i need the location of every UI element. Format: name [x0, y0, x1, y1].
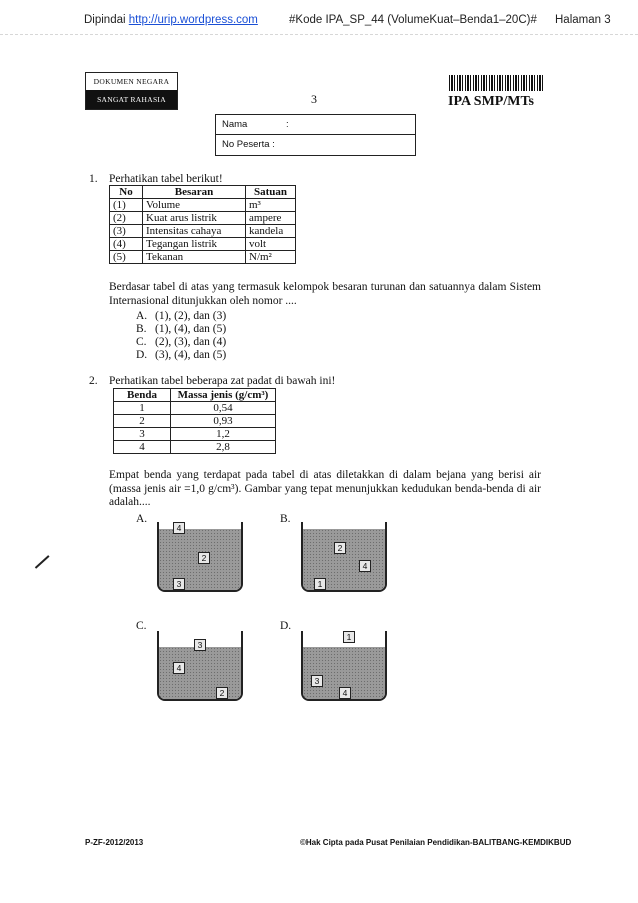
water: [159, 647, 241, 699]
table-row: [110, 225, 296, 238]
q1-option-c[interactable]: [136, 337, 226, 349]
q2-table-header: [114, 389, 276, 402]
table-row: [114, 402, 276, 415]
option-text: (3), (4), dan (5): [155, 349, 227, 361]
table-cell: 1: [114, 402, 171, 415]
beaker-a: [157, 522, 243, 592]
participant-label: No Peserta :: [222, 139, 275, 150]
table-cell: Volume: [143, 199, 246, 212]
option-letter: D.: [136, 349, 148, 361]
option-letter: B.: [136, 323, 147, 335]
q1-table: [109, 185, 296, 264]
figure-c-label[interactable]: C.: [136, 620, 147, 632]
option-text: (2), (3), dan (4): [155, 336, 227, 348]
barcode: [449, 75, 544, 91]
table-cell: 2,8: [171, 441, 276, 454]
q1-prompt: Perhatikan tabel berikut!: [109, 173, 223, 185]
participant-row: [216, 135, 415, 155]
block-b-upper: 2: [334, 542, 346, 554]
table-row: [114, 441, 276, 454]
block-a-top: 4: [173, 522, 185, 534]
scan-source: [84, 14, 258, 26]
name-label: Nama: [222, 119, 248, 130]
q1-th-satuan: Satuan: [246, 186, 296, 199]
table-cell: kandela: [246, 225, 296, 238]
table-cell: 2: [114, 415, 171, 428]
q2-question: Empat benda yang terdapat pada tabel di atas diletakkan di dalam bejana yang berisi air (massa jenis air =1,0 g/cm³). Gambar yang tepat menunjukkan kedudukan benda-benda di air adalah....: [109, 469, 541, 508]
block-c-bottom: 2: [216, 687, 228, 699]
table-cell: (1): [110, 199, 143, 212]
q1-number: 1.: [89, 173, 98, 185]
block-c-middle: 4: [173, 662, 185, 674]
subject-title: IPA SMP/MTs: [448, 94, 534, 109]
table-cell: Tekanan: [143, 251, 246, 264]
classification-bottom: SANGAT RAHASIA: [86, 90, 177, 109]
option-letter: A.: [136, 310, 148, 322]
table-cell: (2): [110, 212, 143, 225]
option-text: (1), (2), dan (3): [155, 310, 227, 322]
figure-d-label[interactable]: D.: [280, 620, 292, 632]
pen-mark: [35, 555, 49, 568]
q1-question: Berdasar tabel di atas yang termasuk kelompok besaran turunan dan satuannya dalam Sistem Internasional ditunjukkan oleh nomor ....: [109, 281, 541, 307]
block-b-middle: 4: [359, 560, 371, 572]
q2-number: 2.: [89, 375, 98, 387]
table-cell: (4): [110, 238, 143, 251]
table-row: [114, 428, 276, 441]
footer-copyright: ©Hak Cipta pada Pusat Penilaian Pendidikan-BALITBANG-KEMDIKBUD: [300, 838, 572, 847]
table-cell: 3: [114, 428, 171, 441]
table-cell: 0,93: [171, 415, 276, 428]
source-link[interactable]: http://urip.wordpress.com: [128, 14, 258, 26]
option-letter: C.: [136, 336, 147, 348]
classification-top: DOKUMEN NEGARA: [93, 77, 170, 86]
q1-th-no: No: [110, 186, 143, 199]
block-d-top: 1: [343, 631, 355, 643]
figure-a-label[interactable]: A.: [136, 513, 148, 525]
block-a-bottom: 3: [173, 578, 185, 590]
block-c-top: 3: [194, 639, 206, 651]
table-cell: ampere: [246, 212, 296, 225]
block-d-middle: 3: [311, 675, 323, 687]
doc-code: #Kode IPA_SP_44 (VolumeKuat–Benda1–20C)#: [289, 14, 537, 26]
block-b-bottom: 1: [314, 578, 326, 590]
table-cell: (5): [110, 251, 143, 264]
table-cell: 0,54: [171, 402, 276, 415]
name-colon: :: [285, 119, 289, 130]
block-a-middle: 2: [198, 552, 210, 564]
scan-source-prefix: Dipindai: [84, 14, 126, 26]
q1-option-d[interactable]: [136, 350, 226, 362]
beaker-b: [301, 522, 387, 592]
q1-th-besaran: Besaran: [143, 186, 246, 199]
table-row: [110, 238, 296, 251]
classification-box: [85, 72, 178, 110]
q1-option-a[interactable]: [136, 311, 226, 323]
identity-box: [215, 114, 416, 156]
table-cell: volt: [246, 238, 296, 251]
figure-b-label[interactable]: B.: [280, 513, 291, 525]
table-row: [114, 415, 276, 428]
table-cell: m³: [246, 199, 296, 212]
page-label: Halaman 3: [555, 14, 611, 26]
table-cell: N/m²: [246, 251, 296, 264]
q2-table: [113, 388, 276, 454]
header-divider: [0, 34, 638, 35]
table-cell: Kuat arus listrik: [143, 212, 246, 225]
table-cell: 4: [114, 441, 171, 454]
table-cell: 1,2: [171, 428, 276, 441]
q1-table-header: [110, 186, 296, 199]
table-cell: Intensitas cahaya: [143, 225, 246, 238]
table-cell: Tegangan listrik: [143, 238, 246, 251]
option-text: (1), (4), dan (5): [155, 323, 227, 335]
table-row: [110, 199, 296, 212]
beaker-c: [157, 631, 243, 701]
page-number: 3: [311, 92, 317, 106]
q2-prompt: Perhatikan tabel beberapa zat padat di bawah ini!: [109, 375, 336, 387]
name-row: [216, 115, 415, 135]
q2-th-benda: Benda: [114, 389, 171, 402]
table-row: [110, 212, 296, 225]
table-cell: (3): [110, 225, 143, 238]
block-d-bottom: 4: [339, 687, 351, 699]
footer-code: P-ZF-2012/2013: [85, 838, 144, 847]
beaker-d: [301, 631, 387, 701]
q2-th-massa-jenis: Massa jenis (g/cm³): [171, 389, 276, 402]
q1-option-b[interactable]: [136, 324, 226, 336]
table-row: [110, 251, 296, 264]
